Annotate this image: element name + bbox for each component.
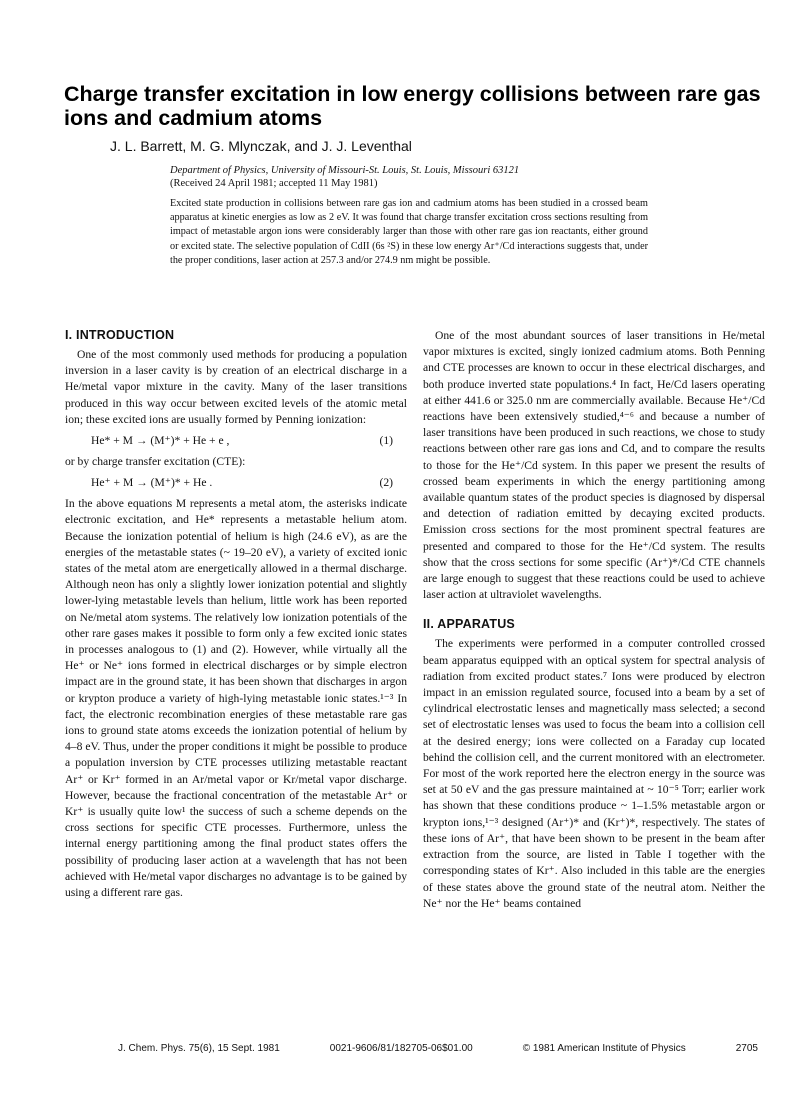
section-heading-apparatus: II. APPARATUS — [423, 617, 515, 632]
left-column — [65, 328, 407, 901]
equation-2 — [65, 475, 407, 491]
equation-1-number: (1) — [379, 434, 393, 448]
right-column — [423, 328, 765, 912]
intro-paragraph-4: One of the most abundant sources of laser transitions in He/metal vapor mixtures is excited, singly ionized cadmium atoms. Both Penning and CTE processes are known to occur in these electrical discharges, and both produce inverted state populations.⁴ In fact, He/Cd lasers operating at either 441.6 or 325.0 nm are commercially available. Because He⁺/Cd reactions have been extensively studied,⁴⁻⁶ and because a number of laser transitions have been produced in such reactions, we chose to study reactions between other rare gas ions and Cd, and to compare the results to those for the He⁺/Cd system. In this paper we present the results of crossed beam experiments in which the energy partitioning among available quantum states of the product species is diagnosed by dispersal and detection of radiation emitted by decaying excited products. Emission cross sections for the most prominent spectral features are presented and compared to those for the He⁺/Cd system. The results show that the cross sections for some specific (Ar⁺)*/Cd CTE channels are large enough to suggest that these reactions could be used to achieve laser action at ultraviolet wavelengths. — [423, 329, 765, 602]
intro-paragraph-3: In the above equations M represents a metal atom, the asterisks indicate electronic excitation, and He* represents a metastable helium atom. Because the ionization potential of helium is high (24.6 eV), as are the energies of the metastable states (~ 19–20 eV), a variety of excited ionic states of the metal atom are energetically allowed in a thermal discharge. Although neon has only a slightly lower ionization potential and slightly lower-lying metastable levels than helium, little work has been reported on Ne/metal atom systems. The relatively low ionization potentials of the other rare gases makes it possible to form only a few excited ionic states in processes analogous to (1) and (2). However, while virtually all the He⁺ or Ne⁺ ions formed in electrical discharges or by simple electron impact are in the ground state, it has been shown that discharges in argon or krypton produce a variety of high-lying metastable ionic states.¹⁻³ In fact, the electronic recombination energies of these metastable rare gas ions to ground state atoms exceeds the ionization potential of helium by 4–8 eV. Thus, under the proper conditions it might be possible to produce a population inversion by CTE processes utilizing metastable reactant Ar⁺ or Kr⁺ formed in an Ar/metal vapor or Kr/metal vapor discharge. However, because the fractional concentration of the metastable Ar⁺ or Kr⁺ is usually quite low¹ the success of such a scheme depends on the cross sections for specific CTE processes. Furthermore, unless the internal energy partitioning among the final product states offers the possibility of producing laser action at a wavelength that has not been achieved with He/metal vapor discharges no advantage is to be gained by using a different rare gas. — [65, 497, 407, 900]
equation-2-body: He⁺ + M → (M⁺)* + He . — [91, 476, 213, 490]
equation-1 — [65, 433, 407, 449]
equation-2-number: (2) — [379, 476, 393, 490]
journal-citation: J. Chem. Phys. 75(6), 15 Sept. 1981 — [118, 1043, 280, 1054]
affiliation: Department of Physics, University of Missouri-St. Louis, St. Louis, Missouri 63121 — [170, 165, 520, 176]
intro-paragraph-2: or by charge transfer excitation (CTE): — [65, 455, 246, 469]
copyright-notice: © 1981 American Institute of Physics — [522, 1043, 686, 1054]
page-number: 2705 — [735, 1043, 758, 1054]
page-footer — [118, 1043, 758, 1054]
apparatus-paragraph-1: The experiments were performed in a computer controlled crossed beam apparatus equipped with an optical system for spectral analysis of radiation from excited product states.⁷ Ions were produced by electron impact in an emission regulated source, focused into a beam by a set of cylindrical electrostatic lenses and magnetically mass selected; a second set of electrostatic lenses was used to focus the beam into a collision cell at the desired energy; ions were collected on a Faraday cup located behind the collision cell, and the current monitored with an electrometer. For most of the work reported here the electron energy in the source was set at 50 eV and the gas pressure maintained at ~ 10⁻⁵ Torr; earlier work has shown that these conditions produce ~ 1–1.5% metastable argon or krypton ions,¹⁻³ designed (Ar⁺)* and (Kr⁺)*, respectively. The states of these ions of Ar⁺, that have been shown to be present in the beam after extraction from the source, are listed in Table I together with the corresponding states of Kr⁺. Also included in this table are the energies of these states above the ground state of the neutral atom. Neither the Ne⁺ nor the He⁺ beams contained — [423, 637, 765, 910]
author-list: J. L. Barrett, M. G. Mlynczak, and J. J. Leventhal — [110, 138, 412, 154]
article-code: 0021-9606/81/182705-06$01.00 — [329, 1043, 473, 1054]
equation-1-body: He* + M → (M⁺)* + He + e , — [91, 434, 230, 448]
intro-paragraph-1: One of the most commonly used methods for producing a population inversion in a laser cavity is by creation of an electrical discharge in a He/metal vapor mixture in the cavity. Many of the laser transitions produced in this way occur between excited levels of the atomic metal ion; these excited ions are usually formed by Penning ionization: — [65, 348, 407, 426]
abstract: Excited state production in collisions between rare gas ion and cadmium atoms has been studied in a crossed beam apparatus at kinetic energies as low as 2 eV. It was found that charge transfer excitation cross sections resulting from impact of metastable argon ions were considerably larger than those with other rare gas ion reactants, either ground or excited state. The selective population of CdII (6s ²S) in these low energy Ar⁺/Cd interactions suggests that, under the proper conditions, laser action at 257.3 and/or 274.9 nm might be possible. — [170, 198, 648, 266]
article-title: Charge transfer excitation in low energy collisions between rare gas ions and cadmium atoms — [64, 82, 761, 130]
section-heading-introduction: I. INTRODUCTION — [65, 328, 175, 342]
received-dates: (Received 24 April 1981; accepted 11 May 1981) — [170, 178, 378, 189]
